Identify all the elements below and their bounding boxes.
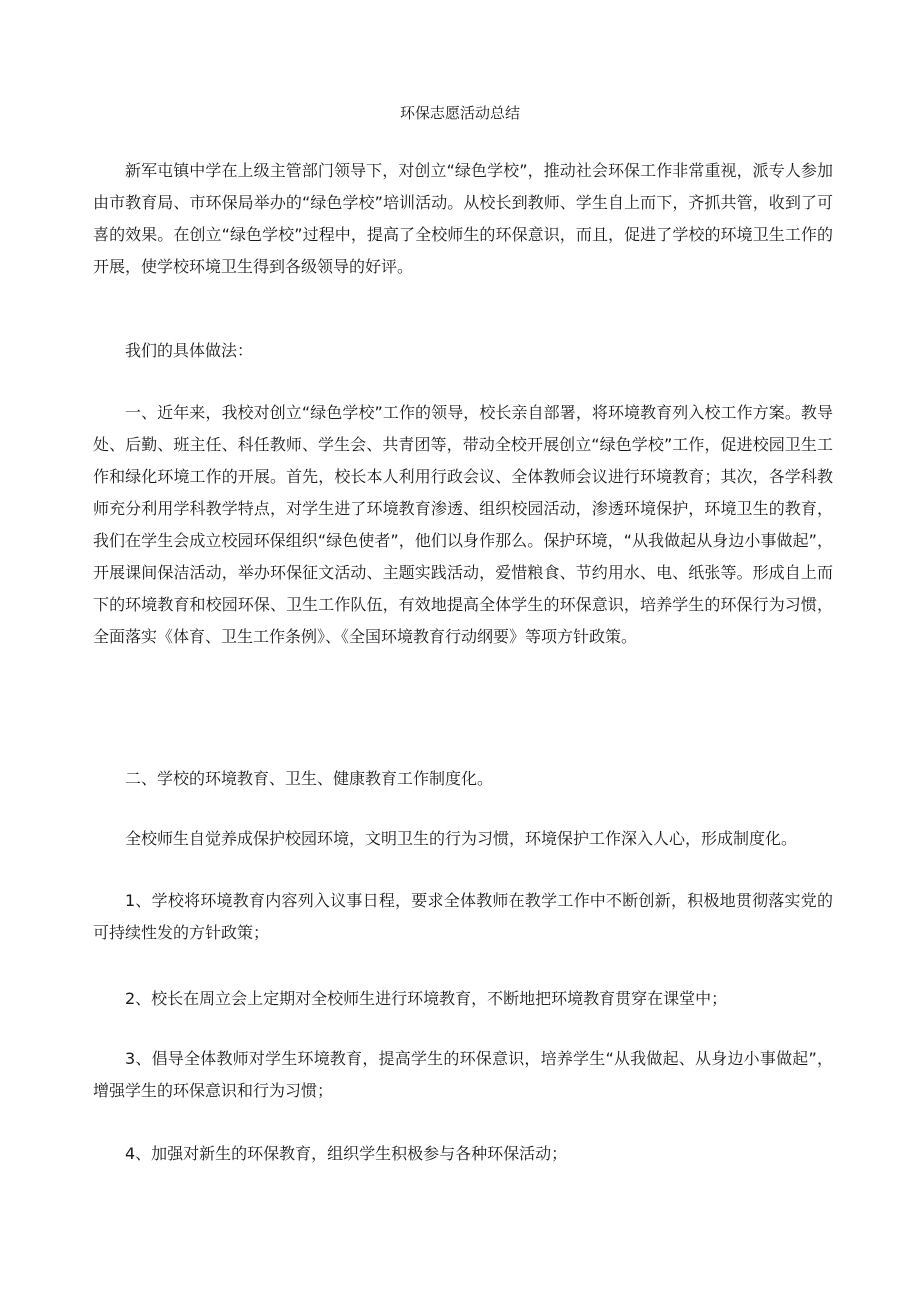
list-item-2: 2、校长在周立会上定期对全校师生进行环境教育，不断地把环境教育贯穿在课堂中； <box>125 989 728 1008</box>
paragraph-section-one: 一、近年来，我校对创立“绿色学校”工作的领导，校长亲自部署，将环境教育列入校工作方案。教导处、后勤、班主任、科任教师、学生会、共青团等，带动全校开展创立“绿色学校”工作，促进校园卫生工作和绿化环境工作的开展。首先，校长本人利用行政会议、全体教师会议进行环境教育；其次，各学科教师充分利用学科教学特点，对学生进了环境教育渗透、组织校园活动，渗透环境保护，环境卫生的教育，我们在学生会成立校园环保组织“绿色使者”，他们以身作那么。保护环境，“从我做起从身边小事做起”，开展课间保洁活动，举办环保征文活动、主题实践活动，爱惜粮食、节约用水、电、纸张等。形成自上而下的环境教育和校园环保、卫生工作队伍，有效地提高全体学生的环保意识，培养学生的环保行为习惯，全面落实《体育、卫生工作条例》、《全国环境教育行动纲要》等项方针政策。 <box>93 403 833 646</box>
document-title: 环保志愿活动总结 <box>399 104 520 122</box>
paragraph-methods-heading: 我们的具体做法： <box>125 341 254 360</box>
paragraph-section-two-heading: 二、学校的环境教育、卫生、健康教育工作制度化。 <box>125 769 494 788</box>
paragraph-intro: 新军屯镇中学在上级主管部门领导下，对创立“绿色学校”，推动社会环保工作非常重视，派专人参加由市教育局、市环保局举办的“绿色学校”培训活动。从校长到教师、学生自上而下，齐抓共管，收到了可喜的效果。在创立“绿色学校”过程中，提高了全校师生的环保意识，而且，促进了学校的环境卫生工作的开展，使学校环境卫生得到各级领导的好评。 <box>93 161 833 276</box>
list-item-4: 4、加强对新生的环保教育，组织学生积极参与各种环保活动； <box>125 1144 568 1163</box>
list-item-1: 1、学校将环境教育内容列入议事日程，要求全体教师在教学工作中不断创新，积极地贯彻落实党的可持续性发的方针政策； <box>93 891 833 942</box>
paragraph-section-two-intro: 全校师生自觉养成保护校园环境，文明卫生的行为习惯，环境保护工作深入人心，形成制度化。 <box>125 829 798 848</box>
list-item-3: 3、倡导全体教师对学生环境教育，提高学生的环保意识，培养学生“从我做起、从身边小事做起”，增强学生的环保意识和行为习惯； <box>93 1049 833 1100</box>
